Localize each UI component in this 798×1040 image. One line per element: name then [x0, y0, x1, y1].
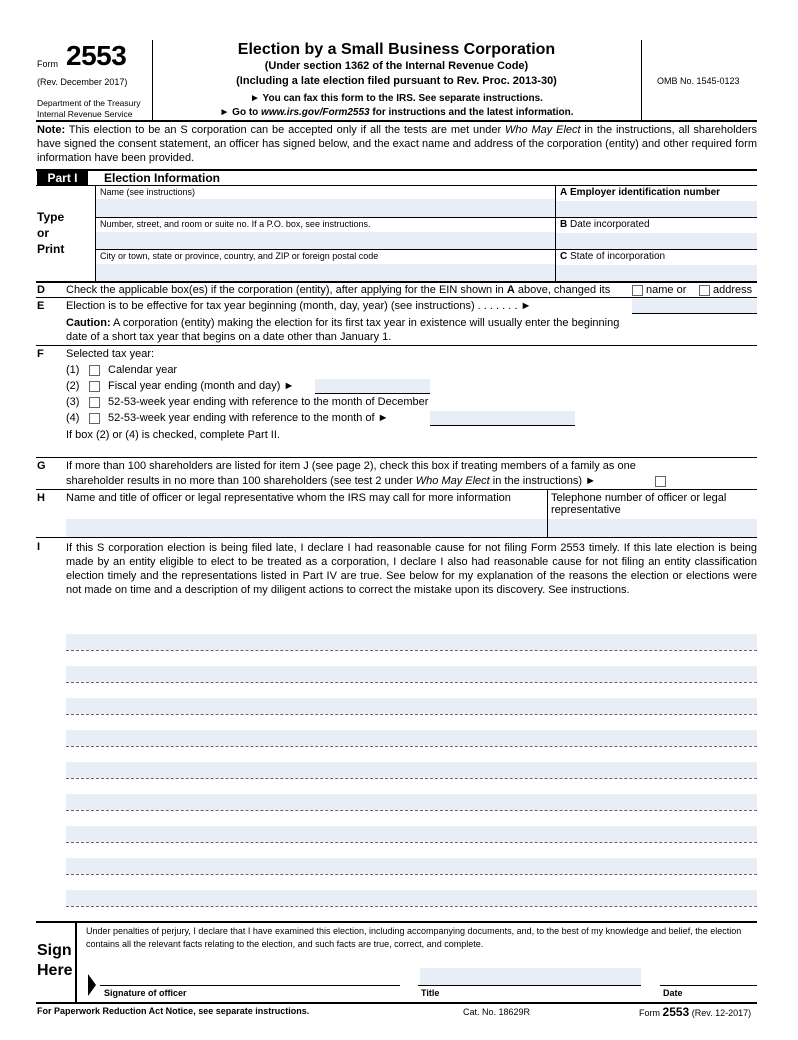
part1-tag: Part I	[37, 171, 88, 185]
goto-note: ► Go to www.irs.gov/Form2553 for instructions and the latest information.	[219, 107, 574, 118]
f3-label: 52-53-week year ending with reference to the month of December	[108, 396, 429, 408]
line-g-text2: shareholder results in no more than 100 shareholders (see test 2 under Who May Elect in the instructions) ►	[66, 475, 596, 487]
calendar-year-checkbox[interactable]	[89, 365, 100, 376]
form-word: Form	[37, 59, 58, 69]
explanation-line[interactable]	[66, 730, 757, 746]
line-e-text: Election is to be effective for tax year beginning (month, day, year) (see instructions) . . . . . . . ►	[66, 300, 532, 312]
f4-num: (4)	[66, 412, 80, 424]
city-label: City or town, state or province, country, and ZIP or foreign postal code	[100, 251, 379, 261]
fax-note: ► You can fax this form to the IRS. See separate instructions.	[250, 93, 543, 104]
address-change-checkbox[interactable]	[699, 285, 710, 296]
catalog-number: Cat. No. 18629R	[463, 1007, 531, 1017]
explanation-line[interactable]	[66, 826, 757, 842]
effective-date-input[interactable]	[632, 299, 757, 314]
perjury-statement: Under penalties of perjury, I declare that I have examined this election, including accompanying documents, and, to the best of my knowledge and belief, the election contains all the relevant facts relating to the election, and such facts are true, correct, and complete.	[86, 926, 742, 949]
fiscal-year-checkbox[interactable]	[89, 381, 100, 392]
f3-num: (3)	[66, 396, 80, 408]
explanation-line[interactable]	[66, 794, 757, 810]
line-d-text: Check the applicable box(es) if the corporation (entity), after applying for the EIN shown in A above, changed its	[66, 284, 611, 296]
line-f-title: Selected tax year:	[66, 348, 155, 360]
name-input[interactable]	[96, 199, 555, 217]
agency: Internal Revenue Service	[37, 109, 133, 119]
ein-input[interactable]	[556, 201, 757, 217]
signature-arrow-icon	[88, 974, 98, 996]
street-label: Number, street, and room or suite no. If a P.O. box, see instructions.	[100, 219, 371, 229]
date-label: Date	[663, 988, 683, 998]
department: Department of the Treasury	[37, 98, 141, 108]
line-g-text1: If more than 100 shareholders are listed for item J (see page 2), check this box if treating members of a family as one	[66, 460, 636, 472]
line-i-letter: I	[37, 541, 41, 553]
name-label: Name (see instructions)	[100, 187, 196, 197]
line-h-letter: H	[37, 492, 45, 504]
omb-number: OMB No. 1545-0123	[657, 76, 740, 86]
date-incorporated-input[interactable]	[556, 233, 757, 249]
week-month-input[interactable]	[430, 411, 575, 426]
officer-name-input[interactable]	[66, 519, 547, 537]
name-change-checkbox[interactable]	[632, 285, 643, 296]
type-or-print: Type or Print	[37, 210, 65, 256]
part1-title: Election Information	[104, 171, 221, 185]
f1-label: Calendar year	[108, 364, 178, 376]
explanation-line[interactable]	[66, 890, 757, 906]
city-input[interactable]	[96, 264, 555, 281]
family-shareholder-checkbox[interactable]	[655, 476, 666, 487]
revision-date: (Rev. December 2017)	[37, 77, 128, 87]
signature-input[interactable]	[100, 970, 400, 985]
f4-label: 52-53-week year ending with reference to the month of ►	[108, 412, 389, 424]
phone-label: Telephone number of officer or legal representative	[551, 492, 727, 516]
paperwork-notice: For Paperwork Reduction Act Notice, see separate instructions.	[37, 1006, 310, 1016]
line-d-letter: D	[37, 284, 45, 296]
signature-label: Signature of officer	[104, 988, 187, 998]
form-subtitle-2: (Including a late election filed pursuant to Rev. Proc. 2013-30)	[236, 75, 557, 87]
form-title: Election by a Small Business Corporation	[237, 41, 556, 58]
explanation-line[interactable]	[66, 666, 757, 682]
note-paragraph: Note: This election to be an S corporation can be accepted only if all the tests are met under Who May Elect in the instructions, all shareholders have signed the consent statement, an officer has signed below, and the exact name and address of the corporation (entity) and other required form information have been provided.	[37, 124, 757, 164]
ein-label: A Employer identification number	[560, 187, 721, 198]
title-label: Title	[421, 988, 440, 998]
date-incorporated-label: B Date incorporated	[560, 219, 650, 230]
form-number: 2553	[66, 40, 127, 71]
f2-num: (2)	[66, 380, 80, 392]
fiscal-year-input[interactable]	[315, 379, 430, 394]
officer-phone-input[interactable]	[548, 519, 757, 537]
f1-num: (1)	[66, 364, 80, 376]
week-december-checkbox[interactable]	[89, 397, 100, 408]
sign-here-label: Sign Here	[37, 942, 73, 979]
line-e-letter: E	[37, 300, 45, 312]
form-subtitle-1: (Under section 1362 of the Internal Revenue Code)	[264, 60, 529, 72]
line-g-letter: G	[37, 460, 46, 472]
title-input[interactable]	[420, 968, 641, 985]
caution-text: Caution: A corporation (entity) making the election for its first tax year in existence will usually enter the beginning date of a short tax year that begins on a date other than January 1.	[66, 317, 620, 343]
address-change-label: address	[713, 284, 753, 296]
state-incorporation-label: C State of incorporation	[560, 251, 666, 262]
explanation-line[interactable]	[66, 698, 757, 714]
irs-link[interactable]: www.irs.gov/Form2553	[261, 107, 370, 118]
line-f-note: If box (2) or (4) is checked, complete Part II.	[66, 429, 280, 441]
week-month-checkbox[interactable]	[89, 413, 100, 424]
explanation-line[interactable]	[66, 762, 757, 778]
line-f-letter: F	[37, 348, 44, 360]
footer-form-id: Form 2553 (Rev. 12-2017)	[639, 1005, 752, 1019]
name-change-label: name or	[646, 284, 687, 296]
state-incorporation-input[interactable]	[556, 265, 757, 281]
line-i-text: If this S corporation election is being filed late, I declare I had reasonable cause for not filing Form 2553 timely. If this late election is being made by an entity eligible to elect to be treated as a corporation, I declare I also had reasonable cause for not filing an entity classification election timely and the representations listed in Part IV are true. See below for my explanation of the reasons the election or elections were not made on time and a description of my diligent actions to correct the mistake upon its discovery. See instructions.	[66, 542, 757, 596]
explanation-line[interactable]	[66, 634, 757, 650]
street-input[interactable]	[96, 232, 555, 249]
line-h-text: Name and title of officer or legal representative whom the IRS may call for more information	[66, 492, 511, 504]
f2-label: Fiscal year ending (month and day) ►	[108, 380, 295, 392]
explanation-line[interactable]	[66, 858, 757, 874]
date-input[interactable]	[660, 970, 757, 985]
